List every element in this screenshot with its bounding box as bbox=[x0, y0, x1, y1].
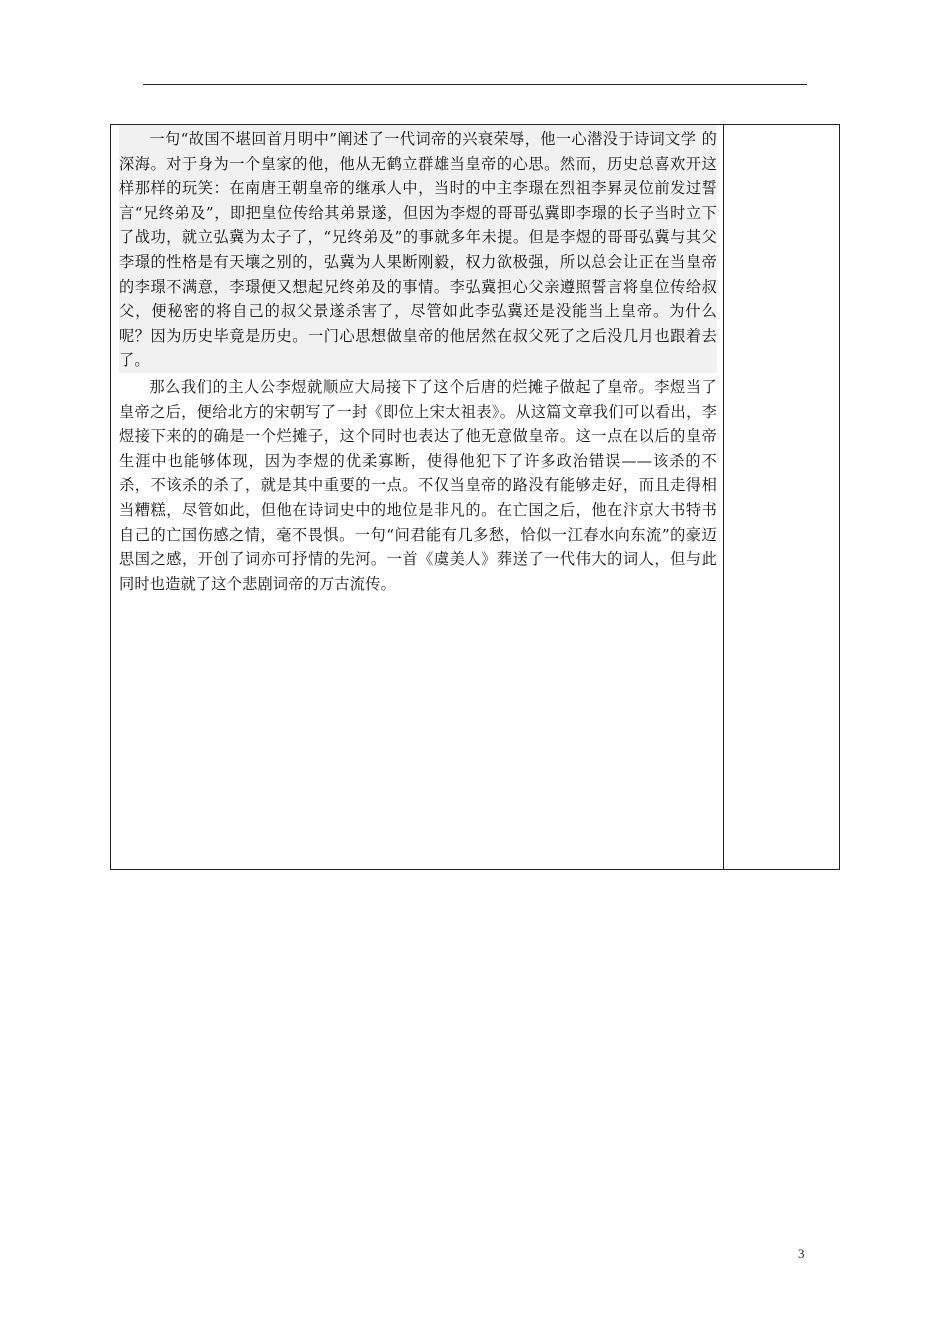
content-table bbox=[110, 124, 840, 870]
paragraph-2: 那么我们的主人公李煜就顺应大局接下了这个后唐的烂摊子做起了皇帝。李煜当了皇帝之后，便给北方的宋朝写了一封《即位上宋太祖表》。从这篇文章我们可以看出，李煜接下来的的确是一个烂摊子，这个同时也表达了他无意做皇帝。这一点在以后的皇帝生涯中也能够体现，因为李煜的优柔寡断，使得他犯下了许多政治错误——该杀的不杀，不该杀的杀了，就是其中重要的一点。不仅当皇帝的路没有能够走好，而且走得相当糟糕，尽管如此，但他在诗词史中的地位是非凡的。在亡国之后，他在汴京大书特书自己的亡国伤感之情，毫不畏惧。一句“问君能有几多愁，恰似一江春水向东流”的豪迈思国之感，开创了词亦可抒情的先河。一首《虞美人》葬送了一代伟大的词人，但与此同时也造就了这个悲剧词帝的万古流传。 bbox=[119, 377, 717, 593]
header-rule bbox=[143, 84, 807, 85]
text-cell bbox=[119, 125, 717, 596]
column-divider bbox=[723, 125, 724, 869]
page-number: 3 bbox=[798, 1246, 805, 1261]
paragraph-1: 一句“故国不堪回首月明中”阐述了一代词帝的兴衰荣辱，他一心潜没于诗词文学 的深海。对于身为一个皇家的他，他从无鹤立群雄当皇帝的心思。然而，历史总喜欢开这样那样的玩笑：在南唐王朝皇帝的继承人中，当时的中主李璟在烈祖李昪灵位前发过誓言“兄终弟及”，即把皇位传给其弟景遂，但因为李煜的哥哥弘冀即李璟的长子当时立下了战功，就立弘冀为太子了，“兄终弟及”的事就多年未提。但是李煜的哥哥弘冀与其父李璟的性格是有天壤之别的，弘冀为人果断刚毅，权力欲极强，所以总会让正在当皇帝的李璟不满意，李璟便又想起兄终弟及的事情。李弘冀担心父亲遵照誓言将皇位传给叔父，便秘密的将自己的叔父景遂杀害了，尽管如此李弘冀还是没能当上皇帝。为什么呢？因为历史毕竟是历史。一门心思想做皇帝的他居然在叔父死了之后没几月也跟着去了。 bbox=[119, 125, 717, 373]
